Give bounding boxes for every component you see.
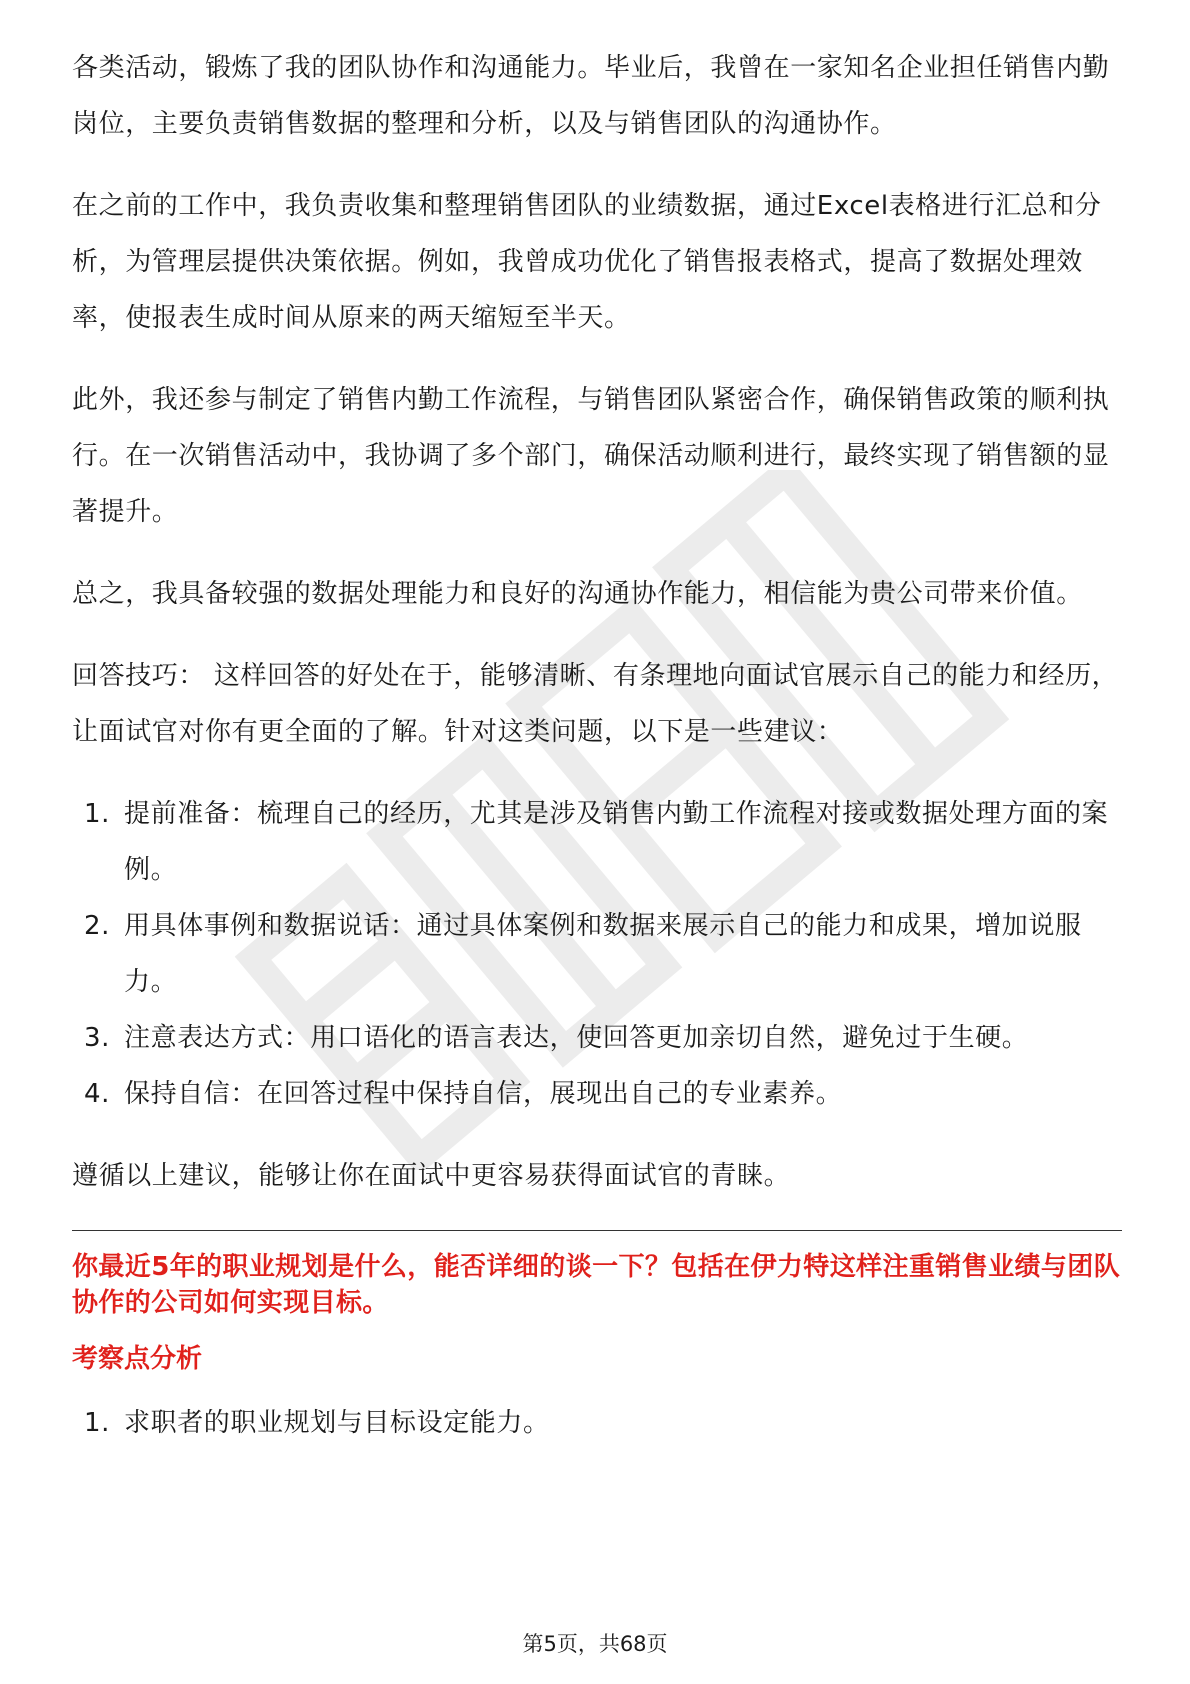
paragraph-summary: 总之，我具备较强的数据处理能力和良好的沟通协作能力，相信能为贵公司带来价值。 — [72, 579, 1083, 609]
list-item-text: 提前准备：梳理自己的经历，尤其是涉及销售内勤工作流程对接或数据处理方面的案例。 — [124, 799, 1109, 885]
list-item-text: 求职者的职业规划与目标设定能力。 — [124, 1408, 550, 1438]
list-number: 1. — [84, 799, 111, 829]
list-item-text: 注意表达方式：用口语化的语言表达，使回答更加亲切自然，避免过于生硬。 — [124, 1023, 1029, 1053]
tips-list — [72, 786, 1122, 1122]
document-page — [72, 40, 1122, 1477]
paragraph-experience: 各类活动，锻炼了我的团队协作和沟通能力。毕业后，我曾在一家知名企业担任销售内勤岗位，主要负责销售数据的整理和分析，以及与销售团队的沟通协作。 — [72, 53, 1110, 139]
paragraph-closing: 遵循以上建议，能够让你在面试中更容易获得面试官的青睐。 — [72, 1161, 791, 1191]
list-item-text: 保持自信：在回答过程中保持自信，展现出自己的专业素养。 — [124, 1079, 843, 1109]
list-item — [72, 1395, 1122, 1451]
interview-question: 你最近5年的职业规划是什么，能否详细的谈一下？包括在伊力特这样注重销售业绩与团队协作的公司如何实现目标。 — [72, 1252, 1121, 1318]
list-item — [72, 786, 1122, 898]
list-item-text: 用具体事例和数据说话：通过具体案例和数据来展示自己的能力和成果，增加说服力。 — [124, 911, 1082, 997]
paragraph-answer-tips: 回答技巧： 这样回答的好处在于，能够清晰、有条理地向面试官展示自己的能力和经历，让面试官对你有更全面的了解。针对这类问题，以下是一些建议： — [72, 661, 1119, 747]
section-divider — [72, 1230, 1122, 1231]
paragraph-previous-work: 在之前的工作中，我负责收集和整理销售团队的业绩数据，通过Excel表格进行汇总和分析，为管理层提供决策依据。例如，我曾成功优化了销售报表格式，提高了数据处理效率，使报表生成时间从原来的两天缩短至半天。 — [72, 191, 1102, 333]
list-number: 3. — [84, 1023, 111, 1053]
list-number: 4. — [84, 1079, 111, 1109]
list-number: 1. — [84, 1408, 111, 1438]
list-number: 2. — [84, 911, 111, 941]
page-footer: 第5页，共68页 — [522, 1632, 668, 1656]
list-item — [72, 1066, 1122, 1122]
analysis-heading: 考察点分析 — [72, 1344, 203, 1374]
paragraph-workflow: 此外，我还参与制定了销售内勤工作流程，与销售团队紧密合作，确保销售政策的顺利执行。在一次销售活动中，我协调了多个部门，确保活动顺利进行，最终实现了销售额的显著提升。 — [72, 385, 1110, 527]
list-item — [72, 898, 1122, 1010]
analysis-list — [72, 1395, 1122, 1451]
list-item — [72, 1010, 1122, 1066]
